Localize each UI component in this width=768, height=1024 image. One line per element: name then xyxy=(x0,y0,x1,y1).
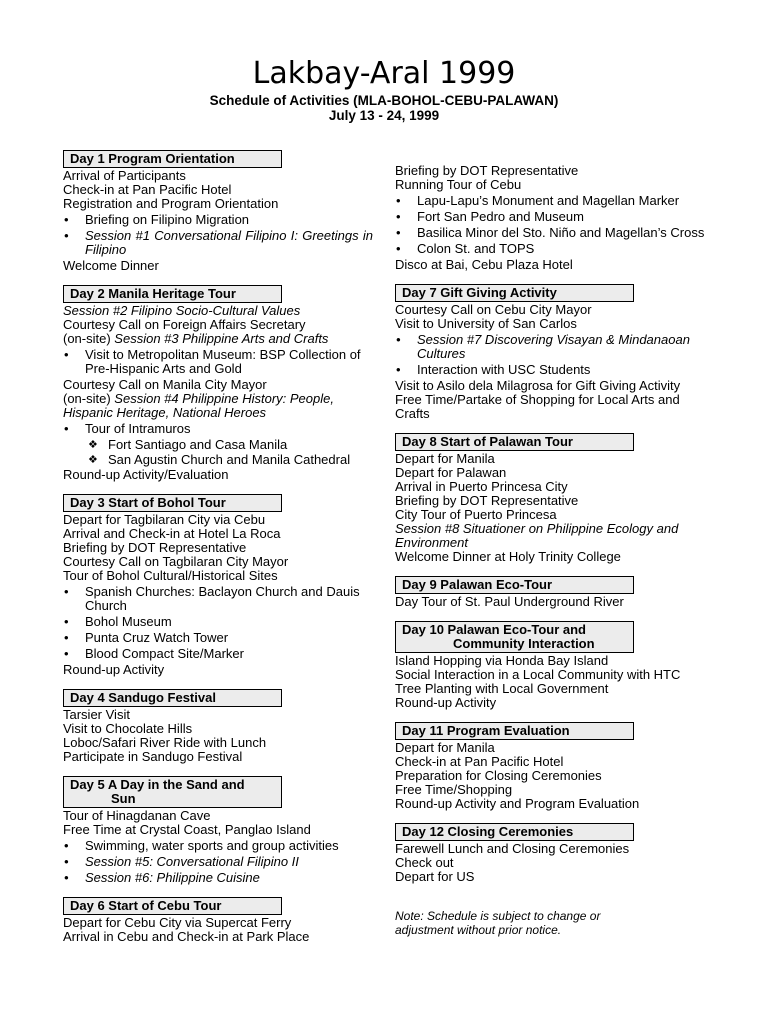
list-item: Registration and Program Orientation xyxy=(63,196,279,211)
list-item: Round-up Activity xyxy=(395,695,497,710)
list-item: Arrival in Puerto Princesa City xyxy=(395,479,568,494)
list-item: Depart for Manila xyxy=(395,451,495,466)
bullet-item: • Blood Compact Site/Marker xyxy=(63,647,373,661)
day-10-header-line: Community Interaction xyxy=(453,636,595,651)
list-item: Round-up Activity and Program Evaluation xyxy=(395,796,640,811)
bullet-item: • Punta Cruz Watch Tower xyxy=(63,631,373,645)
list-item: Loboc/Safari River Ride with Lunch xyxy=(63,735,267,750)
day-8-header: Day 8 Start of Palawan Tour xyxy=(395,433,634,451)
subtitle-dates: July 13 - 24, 1999 xyxy=(328,108,440,123)
list-item: Check-in at Pan Pacific Hotel xyxy=(395,754,564,769)
day-3-header: Day 3 Start of Bohol Tour xyxy=(63,494,282,512)
bullet-item: • Swimming, water sports and group activities xyxy=(63,839,373,853)
day-11-header: Day 11 Program Evaluation xyxy=(395,722,634,740)
day-12-header: Day 12 Closing Ceremonies xyxy=(395,823,634,841)
day-9-header: Day 9 Palawan Eco-Tour xyxy=(395,576,634,594)
list-item: Courtesy Call on Manila City Mayor xyxy=(63,377,267,392)
bullet-item: • Visit to Metropolitan Museum: BSP Collection of Pre-Hispanic Arts and Gold xyxy=(63,348,373,376)
list-item: Arrival of Participants xyxy=(63,168,186,183)
list-item: Island Hopping via Honda Bay Island xyxy=(395,653,609,668)
list-item: Courtesy Call on Foreign Affairs Secretary xyxy=(63,317,306,332)
day-6-section xyxy=(63,897,373,944)
list-item: Visit to Chocolate Hills xyxy=(63,721,193,736)
list-item: Welcome Dinner xyxy=(63,258,159,273)
list-item: Social Interaction in a Local Community with HTC xyxy=(395,667,681,682)
bullet-item: • Interaction with USC Students xyxy=(395,363,707,377)
on-site-label: (on-site) xyxy=(63,331,115,346)
day-2-header: Day 2 Manila Heritage Tour xyxy=(63,285,282,303)
list-item: Visit to Asilo dela Milagrosa for Gift Giving Activity xyxy=(395,378,681,393)
list-item: Depart for US xyxy=(395,869,475,884)
session-label: Session #3 Philippine Arts and Crafts xyxy=(114,331,329,346)
list-item: Round-up Activity/Evaluation xyxy=(63,467,229,482)
list-item: Depart for Palawan xyxy=(395,465,507,480)
day-11-section xyxy=(395,722,707,811)
bullet-item: • Basilica Minor del Sto. Niño and Magellan’s Cross xyxy=(395,226,707,240)
day-5-header-line: Day 5 A Day in the Sand and xyxy=(70,777,245,792)
list-item: Participate in Sandugo Festival xyxy=(63,749,243,764)
schedule-note: Note: Schedule is subject to change or adjustment without prior notice. xyxy=(395,909,601,937)
sub-bullet-item: ❖ Fort Santiago and Casa Manila xyxy=(63,438,373,452)
day-4-header: Day 4 Sandugo Festival xyxy=(63,689,282,707)
bullet-item: • Colon St. and TOPS xyxy=(395,242,707,256)
subtitle-schedule: Schedule of Activities (MLA-BOHOL-CEBU-PALAWAN) xyxy=(209,93,559,108)
page-subtitle xyxy=(0,93,768,123)
bullet-item: • Spanish Churches: Baclayon Church and Dauis Church xyxy=(63,585,373,613)
list-item: Welcome Dinner at Holy Trinity College xyxy=(395,549,621,564)
bullet-item: • Fort San Pedro and Museum xyxy=(395,210,707,224)
day-2-section xyxy=(63,285,373,482)
day-1-section xyxy=(63,150,373,273)
list-item: Free Time at Crystal Coast, Panglao Island xyxy=(63,822,311,837)
day-9-section xyxy=(395,576,707,609)
list-item: Check-in at Pan Pacific Hotel xyxy=(63,182,232,197)
on-site-label: (on-site) xyxy=(63,391,115,406)
list-item: Disco at Bai, Cebu Plaza Hotel xyxy=(395,257,573,272)
list-item xyxy=(63,332,373,346)
day-8-section xyxy=(395,433,707,564)
bullet-item: • Bohol Museum xyxy=(63,615,373,629)
list-item: City Tour of Puerto Princesa xyxy=(395,507,557,522)
list-item: Briefing by DOT Representative xyxy=(63,540,247,555)
list-item: Tour of Hinagdanan Cave xyxy=(63,808,211,823)
list-item: Session #8 Situationer on Philippine Ecology and Environment xyxy=(395,521,679,550)
list-item: Visit to University of San Carlos xyxy=(395,316,577,331)
day-10-header xyxy=(395,621,634,653)
list-item: Tour of Bohol Cultural/Historical Sites xyxy=(63,568,278,583)
day-10-section xyxy=(395,621,707,710)
day-4-section xyxy=(63,689,373,764)
list-item: Tarsier Visit xyxy=(63,707,130,722)
list-item: Round-up Activity xyxy=(63,662,165,677)
list-item: Free Time/Shopping xyxy=(395,782,513,797)
bullet-item: • Session #7 Discovering Visayan & Mindanaoan Cultures xyxy=(395,333,707,361)
session-label: Session #4 Philippine History: People, Hispanic Heritage, National Heroes xyxy=(63,391,334,420)
day-10-header-line: Day 10 Palawan Eco-Tour and xyxy=(402,622,586,637)
list-item: Arrival and Check-in at Hotel La Roca xyxy=(63,526,281,541)
list-item: Check out xyxy=(395,855,454,870)
day-5-header-line: Sun xyxy=(111,791,136,806)
bullet-item: • Tour of Intramuros xyxy=(63,422,373,436)
list-item: Tree Planting with Local Government xyxy=(395,681,609,696)
day-6-header: Day 6 Start of Cebu Tour xyxy=(63,897,282,915)
day-7-header: Day 7 Gift Giving Activity xyxy=(395,284,634,302)
day-5-header xyxy=(63,776,282,808)
day-6-continued xyxy=(395,164,707,272)
list-item: Briefing by DOT Representative xyxy=(395,493,579,508)
page-title: Lakbay-Aral 1999 xyxy=(252,56,516,91)
bullet-item: • Briefing on Filipino Migration xyxy=(63,213,373,227)
list-item: Preparation for Closing Ceremonies xyxy=(395,768,602,783)
list-item: Session #2 Filipino Socio-Cultural Values xyxy=(63,303,301,318)
day-12-section xyxy=(395,823,707,884)
list-item xyxy=(63,392,373,420)
list-item: Depart for Cebu City via Supercat Ferry xyxy=(63,915,292,930)
list-item: Day Tour of St. Paul Underground River xyxy=(395,594,624,609)
sub-bullet-item: ❖ San Agustin Church and Manila Cathedral xyxy=(63,453,373,467)
list-item: Courtesy Call on Cebu City Mayor xyxy=(395,302,592,317)
bullet-item: • Session #5: Conversational Filipino II xyxy=(63,855,373,869)
right-column xyxy=(395,164,707,937)
list-item: Arrival in Cebu and Check-in at Park Place xyxy=(63,929,310,944)
bullet-item: • Lapu-Lapu’s Monument and Magellan Marker xyxy=(395,194,707,208)
day-1-header: Day 1 Program Orientation xyxy=(63,150,282,168)
left-column xyxy=(63,150,373,944)
list-item: Free Time/Partake of Shopping for Local Arts and Crafts xyxy=(395,392,680,421)
day-7-section xyxy=(395,284,707,421)
bullet-item: • Session #1 Conversational Filipino I: Greetings in Filipino xyxy=(63,229,373,257)
day-3-section xyxy=(63,494,373,677)
list-item: Courtesy Call on Tagbilaran City Mayor xyxy=(63,554,289,569)
list-item: Depart for Tagbilaran City via Cebu xyxy=(63,512,266,527)
list-item: Depart for Manila xyxy=(395,740,495,755)
day-5-section xyxy=(63,776,373,885)
list-item: Briefing by DOT Representative xyxy=(395,163,579,178)
bullet-item: • Session #6: Philippine Cuisine xyxy=(63,871,373,885)
list-item: Farewell Lunch and Closing Ceremonies xyxy=(395,841,630,856)
list-item: Running Tour of Cebu xyxy=(395,177,522,192)
